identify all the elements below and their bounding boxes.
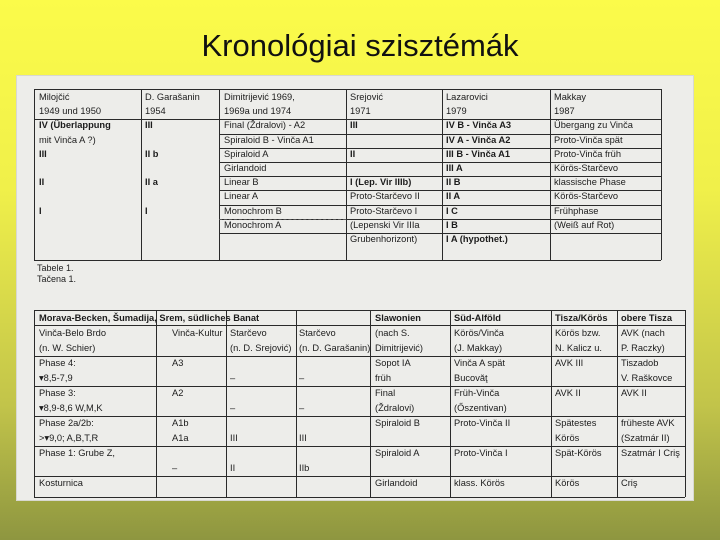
t1-cell: Linear B: [224, 177, 259, 188]
t1-cell: 1954: [145, 106, 166, 117]
t2-cell: –: [230, 403, 236, 413]
t1-cell: 1979: [446, 106, 467, 117]
t1-cell: Monochrom B: [224, 205, 282, 216]
t2-cell: Körös/Vinča: [454, 328, 504, 338]
t2-cell: früh: [375, 373, 392, 383]
t2-row-line: [34, 386, 685, 387]
t1-cell: (Weiß auf Rot): [554, 219, 615, 230]
t1-cell: Linear A: [224, 191, 259, 202]
t2-cell: Vinča-Belo Brdo: [39, 328, 107, 338]
t2-cell: (n. W. Schier): [39, 343, 96, 353]
t2-cell: III: [230, 433, 238, 443]
t2-cell: Phase 4:: [39, 358, 76, 368]
t1-cell: Girlandoid: [224, 163, 267, 173]
t2-cell: AVK (nach: [621, 328, 665, 338]
t2-cell: A1a: [172, 433, 189, 443]
t1-cell: klassische Phase: [554, 177, 626, 188]
t1-dashed-line: [219, 219, 346, 220]
t1-cell: II B: [446, 177, 461, 188]
t2-cell: (J. Makkay): [454, 343, 503, 353]
t2-cell: (Őszentivan): [454, 403, 507, 413]
t2-cell: Spätestes: [555, 418, 597, 428]
t1-cell: Körös-Starčevo: [554, 191, 619, 202]
t2-cell: III: [299, 433, 307, 443]
t2-row-line: [34, 446, 685, 447]
t2-cell: Spiraloid B: [375, 418, 420, 428]
t2-cell: –: [299, 373, 305, 383]
t1-cell: Spiraloid A: [224, 148, 269, 159]
t2-vline: [34, 310, 35, 497]
t2-cell: Tiszadob: [621, 358, 659, 368]
t1-cell: Grubenhorizont): [350, 234, 418, 244]
t2-cell: Tisza/Körös: [555, 313, 608, 323]
t2-cell: A1b: [172, 418, 189, 428]
t2-vline: [551, 310, 552, 497]
t1-vline: [661, 89, 662, 260]
t1-cell: 1987: [554, 106, 575, 117]
t2-vline: [296, 310, 297, 497]
t2-cell: A2: [172, 388, 184, 398]
table-photo: [17, 76, 693, 500]
t1-cell: III: [145, 120, 153, 131]
t2-cell: Körös: [555, 478, 580, 488]
t1-vline: [219, 89, 220, 260]
t2-cell: Körös bzw.: [555, 328, 601, 338]
t1-cell: I A (hypothet.): [446, 234, 508, 244]
t2-cell: obere Tisza: [621, 313, 672, 323]
t1-cell: Proto-Vinča spät: [554, 134, 623, 145]
t1-cell: Lazarovici: [446, 92, 488, 102]
t2-cell: Spät-Körös: [555, 448, 602, 458]
t2-vline: [617, 310, 618, 497]
t2-vline: [156, 310, 157, 497]
t2-cell: Starčevo: [230, 328, 267, 338]
t2-cell: ▾8,5-7,9: [39, 373, 73, 383]
t2-cell: Körös: [555, 433, 580, 443]
t2-cell: (n. D. Srejović): [230, 343, 292, 353]
t1-cell: 1949 und 1950: [39, 106, 102, 117]
t1-cell: Milojčić: [39, 92, 70, 102]
t2-cell: Final: [375, 388, 396, 398]
t1-cell: Srejović: [350, 92, 384, 102]
t2-cell: AVK III: [555, 358, 584, 368]
t2-cell: Früh-Vinča: [454, 388, 500, 398]
t2-cell: Proto-Vinča I: [454, 448, 508, 458]
t1-cell: IV A - Vinča A2: [446, 134, 511, 145]
t1-cell: II: [39, 177, 45, 188]
t1-caption: Tabele 1.: [37, 263, 74, 273]
t1-cell: II: [350, 148, 356, 159]
t2-cell: Girlandoid: [375, 478, 418, 488]
t1-cell: I: [39, 205, 42, 216]
t2-cell: N. Kalicz u.: [555, 343, 603, 353]
t1-vline: [346, 89, 347, 260]
t1-vline: [141, 89, 142, 260]
t2-cell: IIb: [299, 463, 310, 473]
t2-cell: (n. D. Garašanin): [299, 343, 371, 353]
t2-cell: ▾8,9-8,6 W,M,K: [39, 403, 103, 413]
t1-cell: Dimitrijević 1969,: [224, 92, 295, 102]
t1-cell: mit Vinča A ?): [39, 134, 96, 145]
t2-cell: AVK II: [621, 388, 647, 398]
t2-cell: Slawonien: [375, 313, 421, 323]
t1-cell: Übergang zu Vinča: [554, 120, 633, 131]
t2-cell: Criş: [621, 478, 638, 488]
t2-row-line: [34, 356, 685, 357]
t2-cell: Dimitrijević): [375, 343, 424, 353]
t2-cell: P. Raczky): [621, 343, 665, 353]
t2-row-line: [34, 476, 685, 477]
t1-caption: Tačena 1.: [37, 274, 77, 284]
t1-vline: [34, 89, 35, 260]
t1-cell: 1971: [350, 106, 371, 117]
t1-top-border: [34, 89, 661, 90]
t1-cell: Proto-Starčevo II: [350, 191, 420, 202]
t2-cell: –: [230, 373, 236, 383]
t2-cell: V. Raškovce: [621, 373, 673, 383]
t2-cell: Morava-Becken, Šumadija, Srem, südliches Banat: [39, 313, 260, 323]
t2-cell: A3: [172, 358, 184, 368]
t1-cell: Monochrom A: [224, 219, 282, 230]
t1-cell: 1969a und 1974: [224, 106, 292, 117]
t1-cell: IV B - Vinča A3: [446, 120, 512, 131]
t2-cell: Sopot IA: [375, 358, 411, 368]
t2-bottom-border: [34, 497, 685, 498]
t1-cell: Körös-Starčevo: [554, 163, 619, 173]
t2-vline: [226, 310, 227, 497]
t1-cell: II a: [145, 177, 158, 188]
t2-cell: Phase 2a/2b:: [39, 418, 94, 428]
t1-cell: II b: [145, 148, 159, 159]
t1-cell: I C: [446, 205, 458, 216]
t1-cell: I (Lep. Vir IIIb): [350, 177, 412, 188]
t2-vline: [370, 310, 371, 497]
t1-vline: [442, 89, 443, 260]
t1-cell: D. Garašanin: [145, 92, 200, 102]
t1-cell: Proto-Starčevo I: [350, 205, 418, 216]
t2-vline: [685, 310, 686, 497]
t2-cell: II: [230, 463, 236, 473]
t2-cell: Kosturnica: [39, 478, 83, 488]
t1-row-line: [219, 233, 661, 234]
t1-cell: Final (Ždralovi) - A2: [224, 120, 306, 131]
t1-cell: I: [145, 205, 148, 216]
t1-cell: III: [350, 120, 358, 131]
t2-vline: [450, 310, 451, 497]
t2-cell: klass. Körös: [454, 478, 505, 488]
t1-cell: III B - Vinča A1: [446, 148, 511, 159]
t1-cell: II A: [446, 191, 461, 202]
t2-cell: (nach S.: [375, 328, 410, 338]
t2-cell: Starčevo: [299, 328, 336, 338]
t2-cell: früheste AVK: [621, 418, 675, 428]
t1-cell: IV (Überlappung: [39, 120, 111, 131]
t2-cell: Phase 3:: [39, 388, 76, 398]
t1-cell: I B: [446, 219, 458, 230]
t2-cell: –: [299, 403, 305, 413]
t2-cell: Phase 1: Grube Z,: [39, 448, 115, 458]
t1-cell: Frühphase: [554, 205, 599, 216]
t2-top-border: [34, 310, 685, 311]
t1-bottom-border: [34, 260, 661, 261]
t2-cell: Szatmár I Criş: [621, 448, 680, 458]
t2-row-line: [34, 416, 685, 417]
t1-cell: Makkay: [554, 92, 587, 102]
t2-cell: (Ždralovi): [375, 403, 415, 413]
t2-cell: Vinča-Kultur: [172, 328, 223, 338]
t1-cell: Proto-Vinča früh: [554, 148, 622, 159]
t1-cell: Spiraloid B - Vinča A1: [224, 134, 314, 145]
t2-cell: Spiraloid A: [375, 448, 420, 458]
slide-title: Kronológiai szisztémák: [201, 28, 519, 63]
t2-cell: AVK II: [555, 388, 581, 398]
t1-cell: (Lepenski Vir IIIa: [350, 219, 420, 230]
t2-cell: Proto-Vinča II: [454, 418, 511, 428]
t2-header-separator: [34, 325, 685, 326]
t2-cell: >▾9,0; A,B,T,R: [39, 433, 99, 443]
t2-cell: Vinča A spät: [454, 358, 506, 368]
t1-cell: III A: [446, 163, 463, 173]
t1-cell: III: [39, 148, 47, 159]
t2-cell: (Szatmár II): [621, 433, 670, 443]
t2-cell: Bucovăţ: [454, 373, 488, 383]
t2-cell: –: [172, 463, 178, 473]
t1-vline: [550, 89, 551, 260]
t2-cell: Süd-Alföld: [454, 313, 501, 323]
